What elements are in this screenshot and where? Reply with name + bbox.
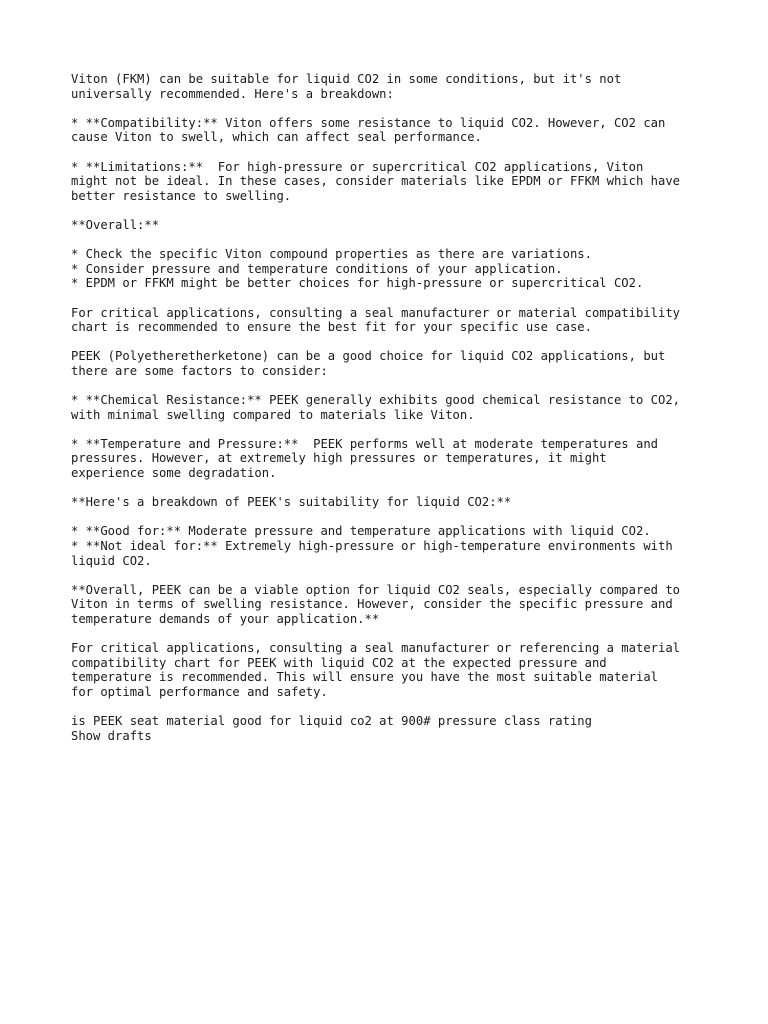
document-page: [71, 72, 711, 743]
paragraph-peek-chemical-resistance: * **Chemical Resistance:** PEEK generally exhibits good chemical resistance to CO2, with minimal swelling compared to materials like Viton.: [71, 393, 681, 422]
paragraph-peek-critical-applications: For critical applications, consulting a seal manufacturer or referencing a material compatibility chart for PEEK with liquid CO2 at the expected pressure and temperature is recommended. This will ensure you have the most suitable material for optimal performance and safety.: [71, 641, 681, 699]
paragraph-peek-intro: PEEK (Polyetheretherketone) can be a good choice for liquid CO2 applications, but there are some factors to consider:: [71, 349, 666, 378]
paragraph-peek-temperature-pressure: * **Temperature and Pressure:** PEEK performs well at moderate temperatures and pressures. However, at extremely high pressures or temperatures, it might experience some degradation.: [71, 436, 658, 481]
list-viton-overall: * Check the specific Viton compound properties as there are variations. * Consider pressure and temperature conditions of your application. * EPDM or FFKM might be better choices for high-pressure or supercritical CO2.: [71, 247, 644, 291]
paragraph-peek-overall: **Overall, PEEK can be a viable option for liquid CO2 seals, especially compared to Viton in terms of swelling resistance. However, consider the specific pressure and temperature demands of your application.**: [71, 582, 681, 626]
paragraph-viton-limitations: * **Limitations:** For high-pressure or supercritical CO2 applications, Viton might not be ideal. In these cases, consider materials like EPDM or FFKM which have better resistance to swelling.: [71, 159, 681, 203]
heading-viton-overall: **Overall:**: [71, 217, 160, 232]
paragraph-viton-critical-applications: For critical applications, consulting a seal manufacturer or material compatibility chart is recommended to ensure the best fit for your specific use case.: [71, 305, 681, 335]
heading-peek-breakdown: **Here's a breakdown of PEEK's suitability for liquid CO2:**: [71, 495, 512, 510]
paragraph-viton-compatibility: * **Compatibility:** Viton offers some resistance to liquid CO2. However, CO2 can cause Viton to swell, which can affect seal performance.: [71, 115, 666, 145]
paragraph-user-query: is PEEK seat material good for liquid co2 at 900# pressure class rating Show drafts: [71, 714, 592, 743]
paragraph-viton-intro: Viton (FKM) can be suitable for liquid CO2 in some conditions, but it's not universally recommended. Here's a breakdown:: [71, 72, 622, 101]
list-peek-suitability: * **Good for:** Moderate pressure and temperature applications with liquid CO2. * **Not ideal for:** Extremely high-pressure or high-temperature environments with liquid CO2.: [71, 524, 673, 568]
